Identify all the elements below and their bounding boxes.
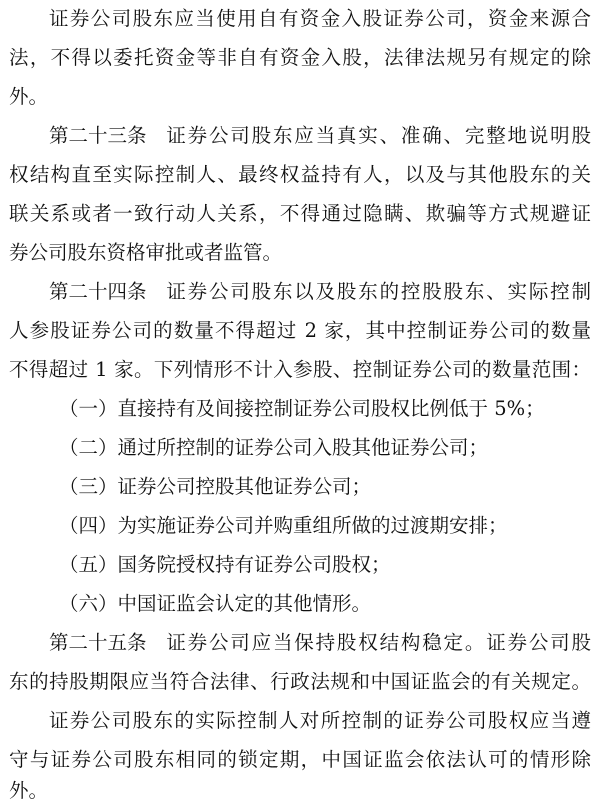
article-first-line	[9, 119, 591, 153]
paragraph-line: 人参股证券公司的数量不得超过 2 家，其中控制证券公司的数量	[9, 319, 591, 342]
list-item: （四）为实施证券公司并购重组所做的过渡期安排；	[59, 514, 508, 537]
list-item: （六）中国证监会认定的其他情形。	[59, 592, 372, 615]
list-item: （五）国务院授权持有证券公司股权；	[59, 553, 391, 576]
paragraph-line: 守与证券公司股东相同的锁定期，中国证监会依法认可的情形除	[9, 748, 591, 771]
article-first-line	[9, 626, 591, 660]
paragraph-line: 证券公司股东的实际控制人对所控制的证券公司股权应当遵	[49, 709, 591, 732]
list-item: （三）证券公司控股其他证券公司；	[59, 475, 372, 498]
article-number: 第二十五条	[49, 631, 147, 654]
paragraph-line: 法，不得以委托资金等非自有资金入股，法律法规另有规定的除	[9, 46, 591, 69]
paragraph-line: 证券公司应当保持股权结构稳定。证券公司股	[164, 631, 591, 654]
paragraph-line: 不得超过 1 家。下列情形不计入参股、控制证券公司的数量范围：	[9, 358, 591, 381]
article-number: 第二十四条	[49, 280, 147, 303]
paragraph-line: 外。	[9, 779, 49, 802]
list-item: （一）直接持有及间接控制证券公司股权比例低于 5%；	[59, 397, 545, 420]
paragraph-line: 权结构直至实际控制人、最终权益持有人，以及与其他股东的关	[9, 163, 591, 186]
article-number: 第二十三条	[49, 124, 147, 147]
paragraph-line: 券公司股东资格审批或者监管。	[9, 241, 283, 264]
paragraph-line: 证券公司股东应当真实、准确、完整地说明股	[164, 124, 591, 147]
paragraph-line: 东的持股期限应当符合法律、行政法规和中国证监会的有关规定。	[9, 670, 591, 693]
paragraph-line: 外。	[9, 85, 49, 108]
list-item: （二）通过所控制的证券公司入股其他证券公司；	[59, 436, 489, 459]
paragraph-line: 证券公司股东应当使用自有资金入股证券公司，资金来源合	[49, 7, 591, 30]
article-first-line	[9, 275, 591, 309]
paragraph-line: 联关系或者一致行动人关系，不得通过隐瞒、欺骗等方式规避证	[9, 202, 591, 225]
paragraph-line: 证券公司股东以及股东的控股股东、实际控制	[164, 280, 591, 303]
